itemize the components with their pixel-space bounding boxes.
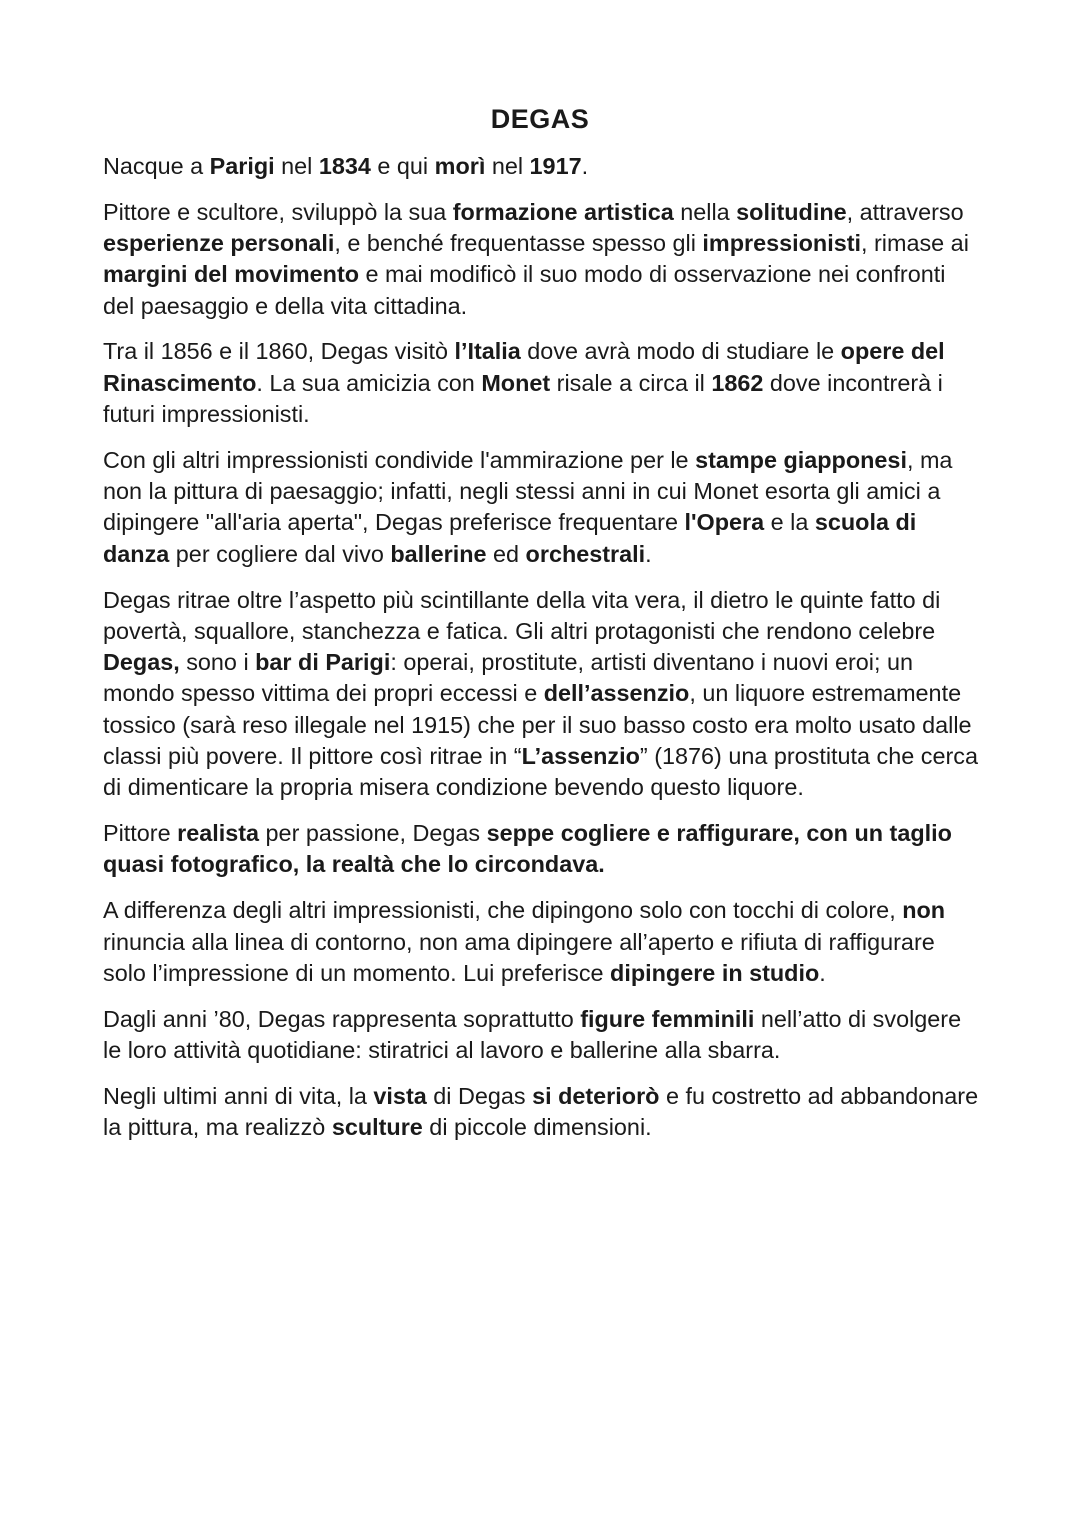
text-run: di Degas (426, 1082, 533, 1109)
text-run: nel (274, 153, 319, 179)
text-run: sono i (179, 649, 256, 676)
paragraph-birth (103, 151, 983, 182)
bold-text: 1862 (711, 369, 764, 396)
paragraph-italy (103, 336, 983, 430)
paragraph-differences (103, 895, 983, 989)
text-run: Degas ritrae oltre l’aspetto più scintillante della vita vera, il dietro le quinte fatto di povertà, squallore, stanchezza e fatica. Gli altri protagonisti che rendono celebre (103, 586, 941, 644)
text-run: Tra il 1856 e il 1860, Degas visitò (103, 338, 455, 365)
text-run: , e benché frequentasse spesso gli (334, 230, 703, 257)
text-run: , un liquore estremamente tossico (sarà reso illegale nel 1915) che per il suo basso costo era molto usato dalle classi più povere. Il pittore così ritrae in “ (103, 680, 972, 770)
bold-text: vista (373, 1082, 427, 1109)
paragraph-absinthe (103, 585, 983, 804)
bold-text: figure femminili (580, 1005, 755, 1032)
paragraph-japanese-prints (103, 445, 983, 570)
bold-text: l’Italia (454, 338, 521, 365)
bold-text: non (902, 897, 946, 924)
bold-text: Monet (481, 369, 551, 396)
text-run: di piccole dimensioni. (422, 1114, 652, 1141)
text-run: e qui (370, 153, 435, 179)
bold-text: opere del Rinascimento (103, 338, 945, 396)
bold-text: L’assenzio (521, 743, 640, 770)
bold-text: dell’assenzio (543, 680, 690, 707)
text-run: e mai modificò il suo modo di osservazione nei confronti del paesaggio e della vita cittadina. (103, 261, 946, 319)
paragraph-realism (103, 818, 983, 881)
bold-text: esperienze personali (103, 230, 335, 257)
text-run: Nacque a (103, 153, 210, 179)
bold-text: l'Opera (684, 509, 765, 536)
bold-text: solitudine (736, 198, 847, 225)
bold-text: scuola di danza (103, 509, 917, 567)
text-run: rinuncia alla linea di contorno, non ama dipingere all’aperto e rifiuta di raffigurare solo l’impressione di un momento. Lui preferisce (103, 928, 935, 986)
document-title: DEGAS (490, 104, 590, 134)
bold-text: 1834 (318, 153, 371, 179)
bold-text: bar di Parigi (255, 649, 391, 676)
bold-text: stampe giapponesi (695, 446, 907, 473)
text-run: e la (764, 509, 815, 536)
bold-text: orchestrali (525, 540, 646, 567)
bold-text: Degas, (103, 649, 180, 676)
paragraph-late-years (103, 1081, 983, 1144)
bold-text: impressionisti (702, 230, 861, 257)
text-run: Negli ultimi anni di vita, la (103, 1082, 374, 1109)
bold-text: morì (434, 153, 486, 179)
bold-text: formazione artistica (452, 198, 674, 225)
bold-text: ballerine (390, 540, 487, 567)
paragraph-female-figures (103, 1004, 983, 1067)
bold-text: seppe cogliere e raffigurare, con un taglio quasi fotografico, la realtà che lo circondava. (103, 820, 952, 878)
text-run: per passione, Degas (259, 820, 487, 847)
text-run: , rimase ai (861, 230, 969, 257)
text-run: dove avrà modo di studiare le (520, 338, 841, 365)
bold-text: Parigi (209, 153, 275, 179)
text-run: : operai, prostitute, artisti diventano i nuovi eroi; un mondo spesso vittima dei propri eccessi e (103, 649, 914, 707)
text-run: per cogliere dal vivo (169, 540, 391, 567)
paragraph-formation (103, 197, 983, 322)
bold-text: margini del movimento (103, 261, 360, 288)
text-run: nell’atto di svolgere le loro attività quotidiane: stiratrici al lavoro e ballerine alla sbarra. (103, 1005, 962, 1063)
text-run: . (819, 959, 826, 986)
text-run: Dagli anni ’80, Degas rappresenta soprattutto (103, 1005, 581, 1032)
bold-text: dipingere in studio (610, 959, 820, 986)
bold-text: sculture (331, 1114, 423, 1141)
text-run: ” (1876) una prostituta che cerca di dimenticare la propria misera condizione bevendo questo liquore. (103, 743, 978, 801)
text-run: nella (673, 198, 737, 225)
bold-text: 1917 (529, 153, 582, 179)
text-run: e fu costretto ad abbandonare la pittura, ma realizzò (103, 1082, 979, 1141)
text-run: Con gli altri impressionisti condivide l'ammirazione per le (103, 446, 696, 473)
text-run: , ma non la pittura di paesaggio; infatti, negli stessi anni in cui Monet esorta gli amici a dipingere "all'aria aperta", Degas preferisce frequentare (103, 446, 953, 536)
text-run: ed (486, 540, 526, 567)
bold-text: realista (177, 820, 260, 847)
text-run: . (581, 153, 589, 179)
text-run: Pittore e scultore, sviluppò la sua (103, 198, 453, 225)
text-run: A differenza degli altri impressionisti, che dipingono solo con tocchi di colore, (103, 897, 903, 924)
document-body (103, 151, 983, 1158)
text-run: nel (485, 153, 530, 179)
text-run: . La sua amicizia con (256, 369, 482, 396)
text-run: dove incontrerà i futuri impressionisti. (103, 369, 943, 428)
text-run: risale a circa il (550, 369, 712, 396)
text-run: , attraverso (846, 198, 964, 225)
text-run: . (645, 540, 652, 567)
text-run: Pittore (103, 820, 178, 847)
bold-text: si deteriorò (532, 1082, 660, 1109)
